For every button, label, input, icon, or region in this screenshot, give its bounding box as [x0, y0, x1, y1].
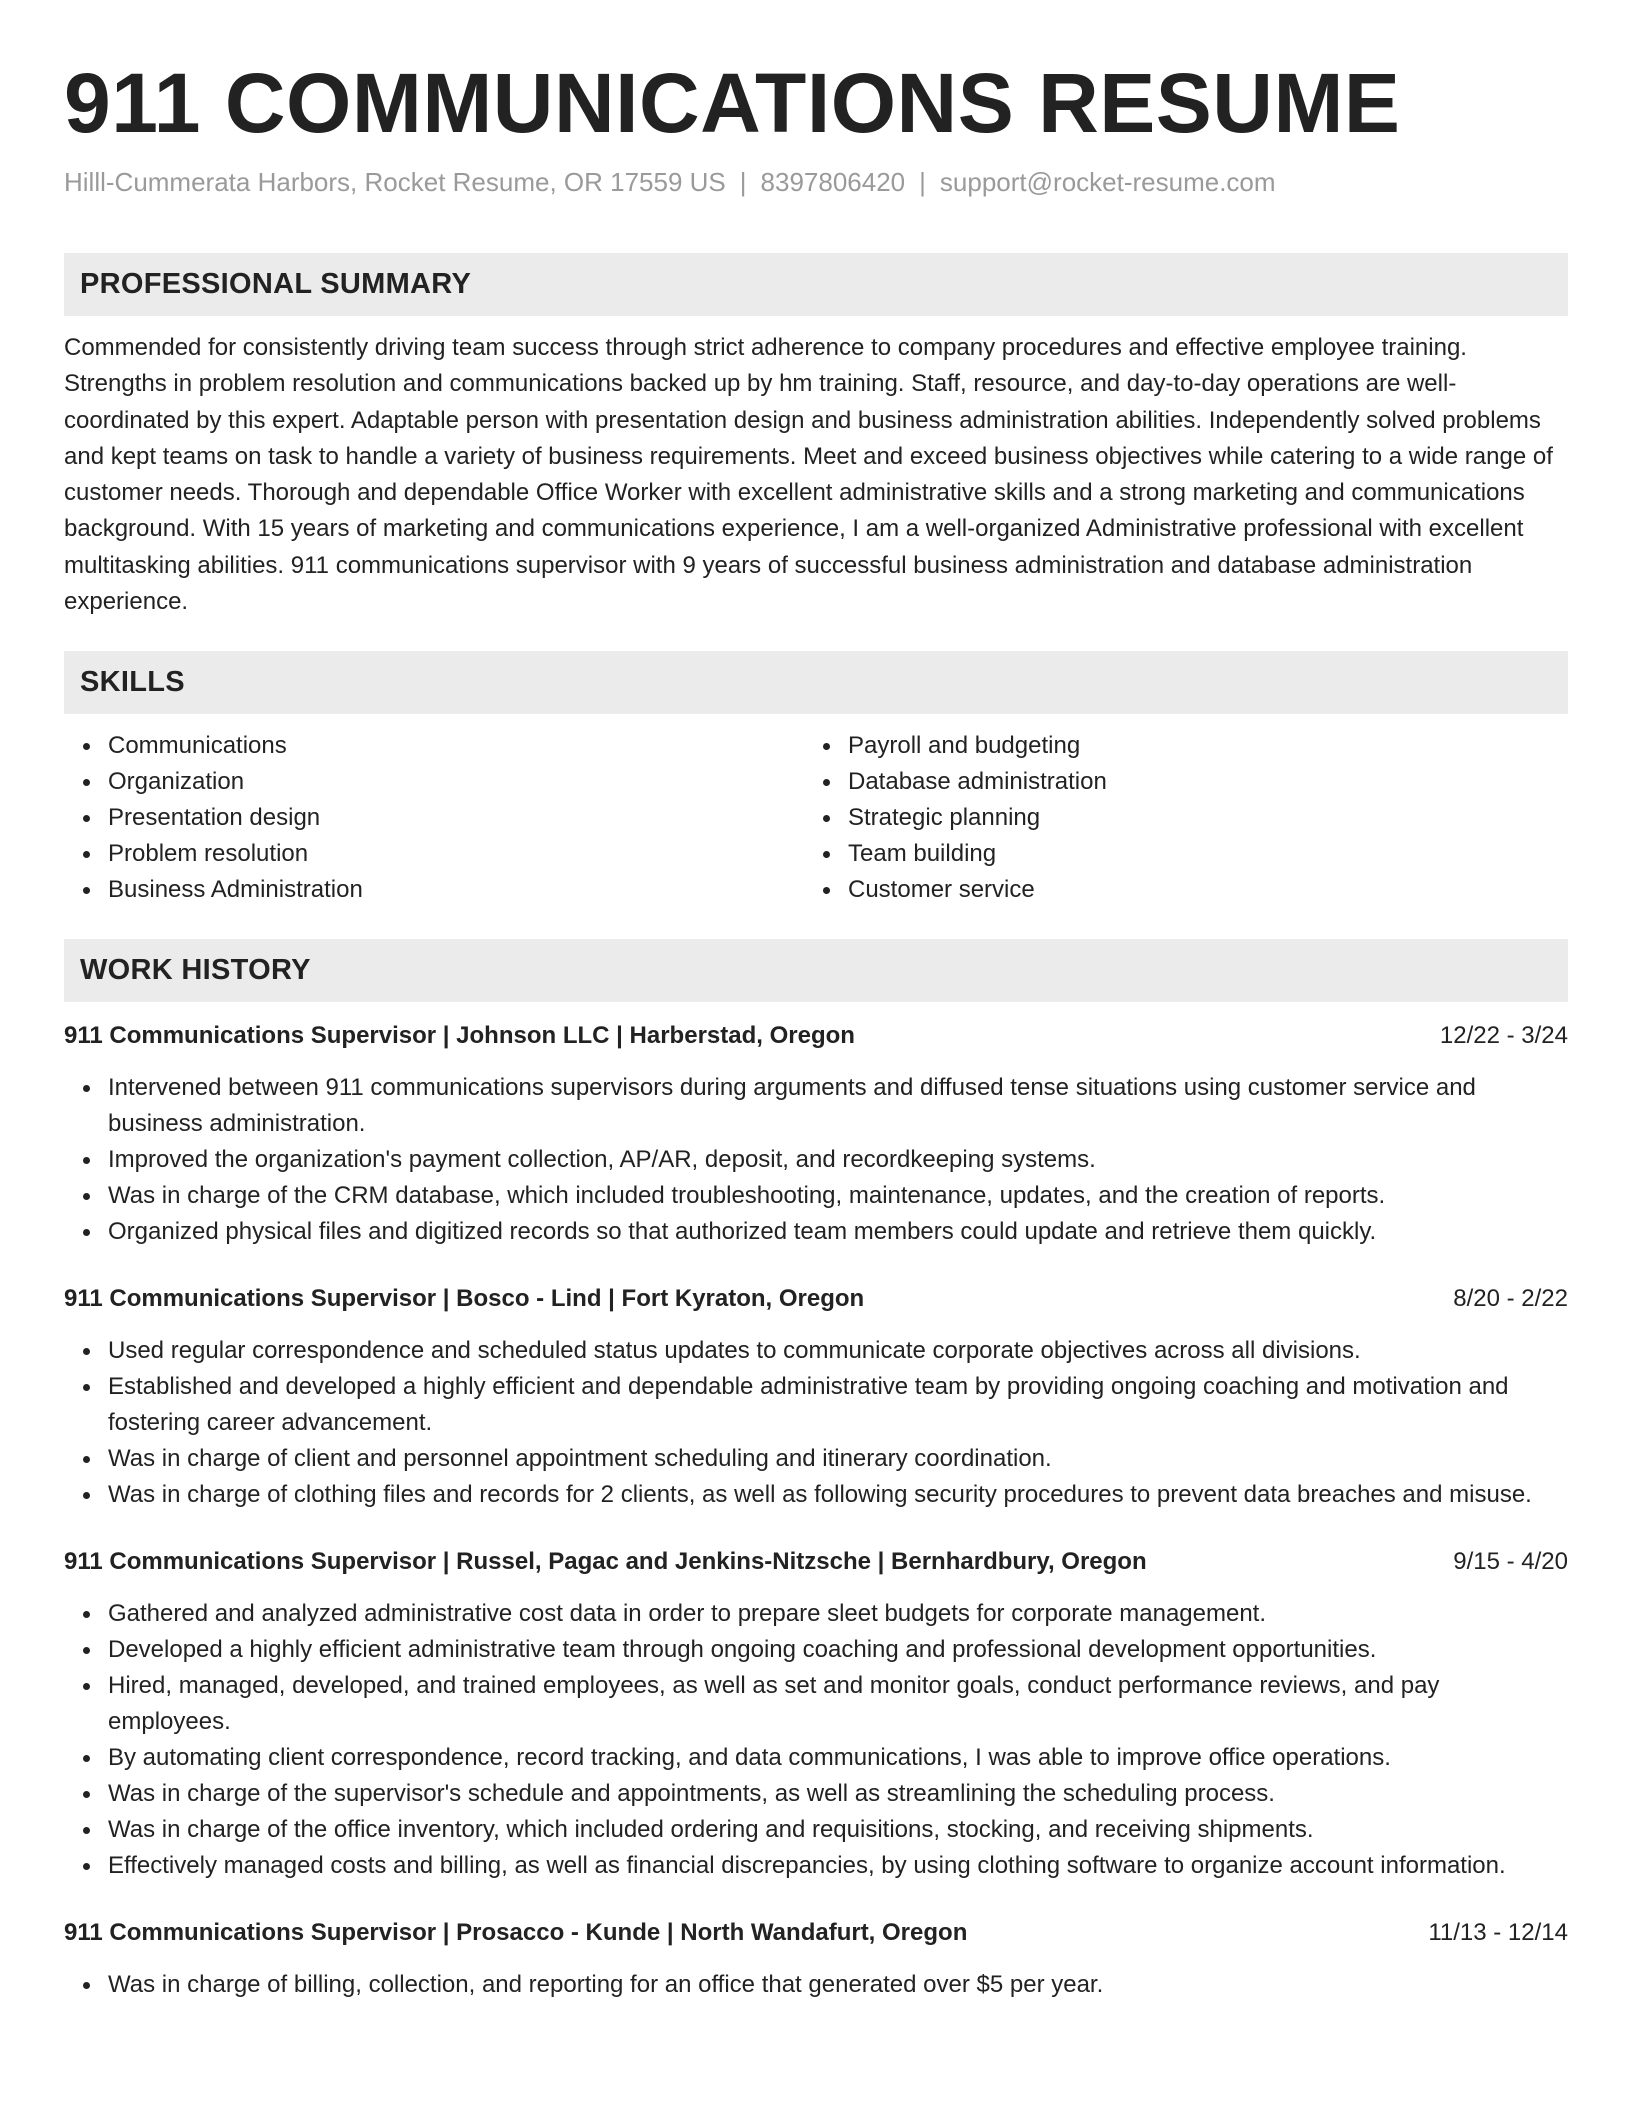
contact-separator: | [919, 167, 926, 197]
job-bullet: Intervened between 911 communications supervisors during arguments and diffused tense situations using customer service and business administration. [64, 1070, 1568, 1142]
job-header [64, 1018, 1568, 1054]
job-entry [64, 1544, 1568, 1884]
job-bullet: Was in charge of the CRM database, which included troubleshooting, maintenance, updates, and the creation of reports. [64, 1178, 1568, 1214]
job-title: 911 Communications Supervisor | Bosco - Lind | Fort Kyraton, Oregon [64, 1285, 865, 1313]
job-header [64, 1281, 1568, 1317]
job-title: 911 Communications Supervisor | Johnson LLC | Harberstad, Oregon [64, 1022, 855, 1050]
job-entry [64, 1281, 1568, 1513]
job-dates: 12/22 - 3/24 [1439, 1022, 1568, 1050]
job-dates: 8/20 - 2/22 [1453, 1285, 1568, 1313]
skill-item: Strategic planning [804, 800, 1544, 836]
job-bullet: Established and developed a highly efficient and dependable administrative team by providing ongoing coaching and motivation and fostering career advancement. [64, 1369, 1568, 1441]
job-bullet: Used regular correspondence and scheduled status updates to communicate corporate objectives across all divisions. [64, 1333, 1568, 1369]
contact-separator: | [739, 167, 747, 197]
job-entry [64, 1018, 1568, 1250]
resume-page [64, 0, 1568, 2003]
job-bullets [64, 1967, 1568, 2003]
skill-item: Business Administration [64, 872, 804, 908]
skill-item: Customer service [804, 872, 1544, 908]
job-bullet: Was in charge of clothing files and records for 2 clients, as well as following security procedures to prevent data breaches and misuse. [64, 1477, 1568, 1513]
job-bullet: Effectively managed costs and billing, as well as financial discrepancies, by using clothing software to organize account information. [64, 1848, 1568, 1884]
summary-text: Commended for consistently driving team success through strict adherence to company procedures and effective employee training. Strengths in problem resolution and communications backed up by hm training. Staff, resource, and day-to-day operations are well-coordinated by this expert. Adaptable person with presentation design and business administration abilities. Independently solved problems and kept teams on task to handle a variety of business requirements. Meet and exceed business objectives while catering to a wide range of customer needs. Thorough and dependable Office Worker with excellent administrative skills and a strong marketing and communications background. With 15 years of marketing and communications experience, I am a well-organized Administrative professional with excellent multitasking abilities. 911 communications supervisor with 9 years of successful business administration and database administration experience. [64, 334, 1553, 616]
resume-title: 911 COMMUNICATIONS RESUME [64, 56, 1401, 150]
job-bullets [64, 1596, 1568, 1884]
job-bullets [64, 1333, 1568, 1513]
job-bullet: Hired, managed, developed, and trained employees, as well as set and monitor goals, conduct performance reviews, and pay employees. [64, 1668, 1568, 1740]
skill-item: Database administration [804, 764, 1544, 800]
job-bullet: Organized physical files and digitized records so that authorized team members could update and retrieve them quickly. [64, 1214, 1568, 1250]
skill-item: Problem resolution [64, 836, 804, 872]
skills-column-left [64, 728, 804, 908]
skill-item: Organization [64, 764, 804, 800]
job-bullets [64, 1070, 1568, 1250]
skill-item: Presentation design [64, 800, 804, 836]
skills-column-right [804, 728, 1544, 908]
job-header [64, 1915, 1568, 1951]
contact-phone: 8397806420 [760, 167, 906, 197]
skills-grid [64, 728, 1568, 908]
skill-item: Communications [64, 728, 804, 764]
summary-section-header: PROFESSIONAL SUMMARY [64, 253, 1568, 316]
job-dates: 9/15 - 4/20 [1453, 1548, 1568, 1576]
job-bullet: Was in charge of the office inventory, which included ordering and requisitions, stocking, and receiving shipments. [64, 1812, 1568, 1848]
job-bullet: Was in charge of billing, collection, and reporting for an office that generated over $5 per year. [64, 1967, 1568, 2003]
job-title: 911 Communications Supervisor | Russel, Pagac and Jenkins-Nitzsche | Bernhardbury, Oregon [64, 1548, 1147, 1576]
job-bullet: Was in charge of the supervisor's schedule and appointments, as well as streamlining the scheduling process. [64, 1776, 1568, 1812]
skill-item: Team building [804, 836, 1544, 872]
job-bullet: Gathered and analyzed administrative cost data in order to prepare sleet budgets for corporate management. [64, 1596, 1568, 1632]
job-bullet: Developed a highly efficient administrative team through ongoing coaching and professional development opportunities. [64, 1632, 1568, 1668]
job-dates: 11/13 - 12/14 [1428, 1919, 1568, 1947]
job-bullet: Was in charge of client and personnel appointment scheduling and itinerary coordination. [64, 1441, 1568, 1477]
job-header [64, 1544, 1568, 1580]
job-bullet: By automating client correspondence, record tracking, and data communications, I was able to improve office operations. [64, 1740, 1568, 1776]
skill-item: Payroll and budgeting [804, 728, 1544, 764]
skills-section-header: SKILLS [64, 651, 1568, 714]
job-title: 911 Communications Supervisor | Prosacco - Kunde | North Wandafurt, Oregon [64, 1919, 968, 1947]
contact-line [64, 164, 1568, 200]
job-bullet: Improved the organization's payment collection, AP/AR, deposit, and recordkeeping systems. [64, 1142, 1568, 1178]
job-entry [64, 1915, 1568, 2003]
contact-email: support@rocket-resume.com [939, 167, 1276, 197]
work-history-section-header: WORK HISTORY [64, 939, 1568, 1002]
contact-address: Hilll-Cummerata Harbors, Rocket Resume, OR 17559 US [64, 167, 726, 197]
